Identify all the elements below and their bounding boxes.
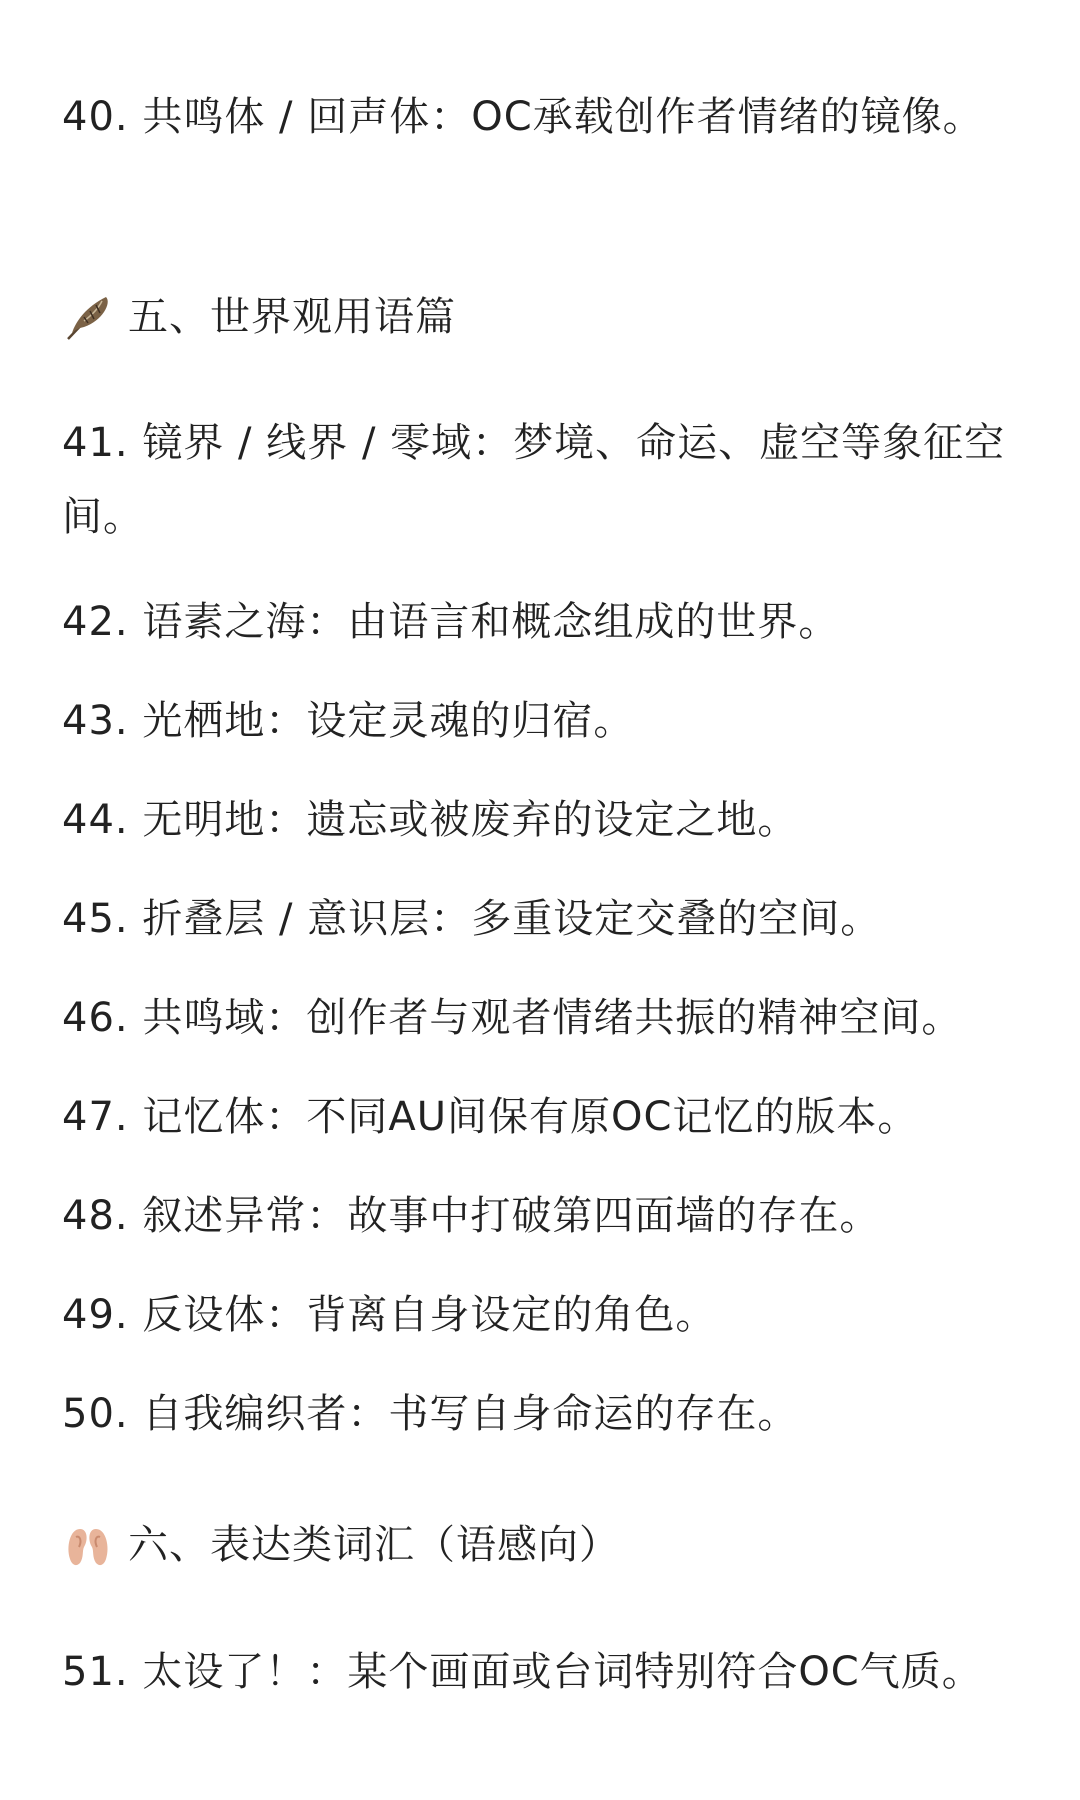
list-item: 49. 反设体：背离自身设定的角色。 [62, 1292, 717, 1338]
list-item: 46. 共鸣域：创作者与观者情绪共振的精神空间。 [62, 995, 963, 1041]
section-title: 五、世界观用语篇 [128, 294, 456, 340]
list-item: 45. 折叠层 / 意识层：多重设定交叠的空间。 [62, 896, 882, 942]
list-item: 44. 无明地：遗忘或被废弃的设定之地。 [62, 797, 799, 843]
section-heading-worldview [62, 287, 1022, 347]
list-item: 51. 太设了！：某个画面或台词特别符合OC气质。 [62, 1649, 983, 1695]
list-item: 42. 语素之海：由语言和概念组成的世界。 [62, 599, 840, 645]
list-item: 47. 记忆体：不同AU间保有原OC记忆的版本。 [62, 1094, 919, 1140]
list-item: 40. 共鸣体 / 回声体：OC承载创作者情绪的镜像。 [62, 94, 984, 140]
section-title: 六、表达类词汇（语感向） [128, 1522, 620, 1568]
list-item: 50. 自我编织者：书写自身命运的存在。 [62, 1391, 799, 1437]
ears-icon [62, 1519, 114, 1571]
list-item: 48. 叙述异常：故事中打破第四面墙的存在。 [62, 1193, 881, 1239]
feather-icon [62, 291, 114, 343]
section-heading-expression [62, 1515, 1022, 1575]
list-item: 43. 光栖地：设定灵魂的归宿。 [62, 698, 635, 744]
list-item: 41. 镜界 / 线界 / 零域：梦境、命运、虚空等象征空间。 [62, 420, 1006, 540]
